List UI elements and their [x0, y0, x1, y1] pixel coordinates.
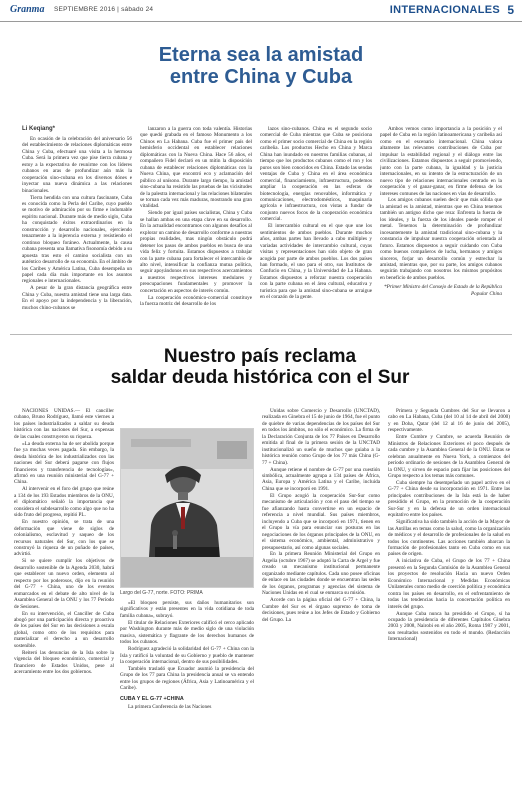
news-photo	[120, 428, 254, 588]
article2-headline-line2: saldar deuda histórica con el Sur	[110, 367, 410, 388]
article1-headline-line1: Eterna sea la amistad	[158, 44, 364, 66]
paragraph: La primera Conferencia de las Naciones	[128, 704, 212, 711]
paragraph: En ocasión de la celebración del aniversario 56 del establecimiento de relaciones diplomáticas entre China y Cuba, efectuaré una visita a la hermosa Cuba. Será la primera vez que pise tierra cubana y estoy a la expectativa de reunirme con los líderes cubanos en aras de profundizar aún más la cooperación sino-cubana en los diversos dónes e inyectar una nueva dinámica a las relaciones binacionales.	[22, 136, 132, 194]
author-signature: *Primer Ministro del Consejo de Estado de la República Popular China	[384, 284, 502, 297]
paragraph: Entre Cumbre y Cumbre, se acuerda Reunión de Ministros de Relaciones Exteriores el poco después de cada cumbre y la Asamblea General de la ONU. Estas se celebran anualmente en Nueva York, a comienzos del período ordinario de sesiones de la Asamblea General de la ONU, y sirven de espacio para fijar las posiciones del Grupo respecto a los temas más comunes.	[388, 434, 510, 480]
paragraph: Tierra hendida con una cultura fascinante, Cuba es conocida como la Perla del Caribe, cuyo pueblo se motivo de admiración por su firme e indomable espíritu nacional. Durante más de medio siglo, Cuba ha conquistado éxitos extraordinarios en la construcción y desarrollo nacionales, ejerciendo tenazmente a la injerencia externa y resistiendo el continuo bloqueo foráneo. Actualmente, la causa cubana presenta una llamativa fisonomía debido a su apuesta tras esto el camino socialista con un auténtico desarrollo de su economía. En el ámbito de los Caribes y América Latina, Cuba desempeña un papel cada día más importante en los asuntos regionales e internacionales.	[22, 194, 132, 285]
paragraph: El Grupo acogió la cooperación Sur-Sur como mecanismo de articulación y con el paso del tiempo se fue afianzando hasta convertirse en un espacio de referencia a nivel mundial. Sus países miembros, incluyendo a Cuba que se incorporó en 1971, tienen en el Grupo la vía para enunciar sus posturas en las negociaciones de los órganos principales de la ONU, en el sistema económico, ambiental, administrativo y presupuestario, así como algunas sociales.	[262, 492, 380, 551]
article1-headline	[0, 44, 522, 88]
page-number: 5	[507, 3, 514, 17]
paragraph: Unidas sobre Comercio y Desarrollo (UNCTAD), realizada en Ginebra el 15 de junio de 1964, fue el punto de quiebre de varias dependencias de los países del Sur en todos los ámbitos, no sólo el económico. La firma de la Declaración Conjunta de los 77 Países en Desarrollo emitida al final de la primera sesión de la UNCTAD institucionalizó un sueño de muchos que guiaba a la histórica reunión como Grupo de los 77 más China (G-77 + China).	[262, 408, 380, 466]
article2-headline-line1: Nuestro país reclama	[163, 346, 357, 367]
article1-column-4	[380, 126, 502, 326]
article2-column-1	[14, 408, 114, 792]
section-label: INTERNACIONALES	[389, 4, 500, 16]
paragraph: Significativa ha sido también la acción de la Mayor de las Antillas en temas como la salud, como la organización de médicos y el desarrollo de profesionales de la salud en todos los continentes. Las acciones también abarcan la formación de profesionales tanto en Cuba como en sus países de origen.	[388, 519, 510, 558]
paragraph: A iniciativa de Cuba, el Grupo de los 77 + China presentó en la Segunda Comisión de la Asamblea General los proyectos de resolución Hacia un nuevo Orden Económico Internacional y Medidas Económicas Unilaterales como medio de coerción política y económica contra los países en desarrollo, en el enfrentamiento de todas las tendencias hacia la concertación política en interés del grupo.	[388, 558, 510, 610]
paragraph: Cuba siempre ha desempeñado un papel activo en el G-77 + China desde su incorporación en 1971. Entre las principales contribuciones de la Isla está la de haber presidido el Grupo, en la promoción de la cooperación Sur-Sur y en la defensa de un orden internacional equitativo entre los países.	[388, 479, 510, 519]
paragraph: En su intervención, el Canciller de Cuba abogó por una participación directa y proactiva de los países del Sur en las decisiones a escala global, como otro de los requisitos para materializar el derecho a un desarrollo sostenible.	[14, 610, 114, 649]
paragraph: El titular de Relaciones Exteriores calificó el cerco aplicado por Washington durante más de medio siglo de una violación masiva, sistemática y flagrante de los derechos humanos de todos los cubanos.	[120, 619, 254, 646]
paragraph: Los amigos cubanos suelen decir que más sólida que la amistad es la amistad, mientras que en China tenemos también un antiguo dicho que reza: Enfrenta la fuerza de los ideales, y la fuerza de los ideales puede romper el metal. Tenemos la determinación de profundizar incesantemente la amistad tradicional sino-cubana y la constancia de impulsar nuestra cooperación orientada al futuro. Estamos dispuestos a seguir cuidando con Cuba como buenos compañeros de lucha, hermanos y amigos sinceros, forjar un desarrollo común y estrechar la amistad, mientras que, por su parte, los amigos cubanos seguirán trabajando con nosotros los mismos propósitos en beneficio de ambos pueblos.	[380, 197, 502, 281]
article1-column-3	[260, 126, 372, 326]
article2-column-4	[388, 408, 510, 792]
paragraph: Rodríguez agradeció la solidaridad del G-77 + China con la Isla y ratificó la voluntad de su Gobierno y pueblo de mantener la cooperación internacional, dentro de sus posibilidades.	[120, 646, 254, 666]
article1-column-1	[22, 136, 132, 326]
newspaper-logo: Granma	[10, 4, 45, 15]
photo-caption: Largo del G-77, norte. FOTO: PRIMA	[120, 590, 203, 596]
paragraph: NACIONES UNIDAS.— El canciller cubano, Bruno Rodríguez, llamó este viernes a los países industrializados a saldar su deuda histórica con las naciones del Sur, a expensas de las cuales construyeron su riqueza.	[14, 408, 114, 440]
article2-column-2	[120, 600, 254, 792]
article2-column-3	[262, 408, 380, 792]
paragraph: Al intervenir en el foro del grupo que reúne a 134 de los 193 Estados miembros de la ONU, el diplomático señaló la importancia que considera el subdesarrollo como algo que no ha sido fruto del progreso, repitió PL.	[14, 486, 114, 519]
paragraph: En nuestro opinión, se trata de una deformación que viene de siglos de colonialismo, esclavitud y saqueo de los recursos naturales del Sur, con los que se construyó la riqueza de un puñado de países, advirtió.	[14, 519, 114, 558]
article1-column-2	[140, 126, 252, 326]
paragraph: lazos sino-cubanos. China es el segundo socio comercial de Cuba mientras que Cuba se posiciona como el primer socio comercial de China en la región caribeña. Los productos Hecho en China y Marca China han inundado en nuestros familias cubanas, al tiempo que los productos cubanos como el ron y los puros son bien conocidos en China. Estado las sendas ventajas de Cuba y China en el área económica comercial, financiamiento, infraestructura, podemos ampliar la cooperación en las esferas de biotecnología, energías renovables, informática y comunicaciones, electrodomésticos, maquinaria agrícola e infraestructura, con vistas a fundar de conjunto nuevos focos de la cooperación económica comercial.	[260, 126, 372, 223]
paragraph: Reiteró las denuncias de la Isla sobre la vigencia del bloqueo económico, comercial y financiero de Estados Unidos, pese al acercamiento entre los dos gobiernos.	[14, 649, 114, 676]
paragraph: «El bloqueo persiste, sus daños humanitarios son significativos y están presentes en la vida cotidiana de toda familia cubana», subrayó.	[120, 600, 254, 619]
page-header	[0, 0, 522, 22]
paragraph: lanzaron a la guerra con toda valentía. Historias que quedó grabada en el famoso Monumento a los Chinos en La Habana. Cuba fue el primer país del hemisferio occidental en establecer relaciones diplomáticas con la Nueva China. Hace 56 años, el compañero Fidel declaró en un mitin la disposición cubana de establecer relaciones diplomáticas con la Nueva China, que encontró eco y aclamación del público al unísono. Durante largo tiempo, la amistad sino-cubana ha resistido las pruebas de las vicisitudes de la palestra internacional y las relaciones bilaterales se tornan cada vez más maduras, mostrando una gran vitalidad.	[140, 126, 252, 210]
paragraph: «La deuda externa ha de ser abolida porque fue ya muchas veces pagada. Sin embargo, la deuda histórica de los industrializados con las naciones del Sur deberá pagarse con flujos financieros y transferencia de tecnologías», afirmó en una reunión ministerial del G-77 + China.	[14, 440, 114, 486]
article2-headline	[60, 346, 460, 388]
paragraph: También trasladó que Ecuador asumió la presidencia del Grupo de los 77 para China la presidencia anual se va entendo entre los grupos de regiones (África, Asia y Latinoamérica y el Caribe).	[120, 666, 254, 692]
article1-byline: Li Keqiang*	[22, 126, 56, 132]
paragraph: Si se quiere cumplir los objetivos de desarrollo sostenible de la Agenda 2030, habrá que establecer un nuevo orden, elemento al respecto por los poderosos, dijo en la reunión del G-77 + China, uno de los eventos enmarcados en el debate de alto nivel de la Asamblea General de la ONU y los 77 Período de Sesiones.	[14, 558, 114, 610]
article2-subheading: CUBA Y EL G-77 +CHINA	[120, 695, 184, 702]
article-divider	[10, 334, 512, 335]
paragraph: Siendo por igual países socialistas, China y Cuba se hallan ambas en una etapa clave en su desarrollo. En la actualidad encontramos con algunos desafíos al explorar un camino de desarrollo conforme a nuestras propias realidades, mas ningún obstáculo podrá detener los pasos de ambos pueblos en busca de una vida feliz y fortuita. Estamos dispuestos a trabajar con la parte cubana para fortalecer el intercambio de alto nivel, intensificar la confianza mutua política, seguir apoyándonos en sus respectivos acercamientos a nuestros respectivos intereses medulares y preocupaciones fundamentales y promover la concertación en aspectos de interés común.	[140, 210, 252, 294]
paragraph: Aunque retiene el nombre de G-77 por una cuestión simbólica, actualmente agrupa a 134 países de África, Asia, Europa y América Latina y el Caribe, incluida China que se incorporó en 1991.	[262, 466, 380, 492]
paragraph: Acorde con la página oficial del G-77 + China, la Cumbre del Sur es el órgano supremo de toma de decisiones, pues reúne a los Jefes de Estado y Gobierno del Grupo. La	[262, 597, 380, 623]
photo-illustration	[121, 429, 254, 588]
paragraph: En la primera Reunión Ministerial del Grupo en Argelia (octubre 1967) se adoptó la Carta de Argel y fue creado un mecanismo institucional permanente organizado mediante capítulos. Cada uno posee oficinas de enlace en las ciudades donde se encuentran las sedes de los órganos, programas y agencias del sistema de Naciones Unidas en el cual se enmarca su misión.	[262, 551, 380, 597]
paragraph: Ambos vemos como importancia a la posición y el papel de Cuba en la región latinoamericana y caribeña así como en el escenario internacional. China valora altamente las relevantes contribuciones de Cuba por impulsar la estabilidad regional y el diálogo entre las civilizaciones. Estamos dispuestos a seguir promoviendo, junto con la parte cubana, la igualdad y la justicia internacionales, en su intento de la estructuración de un nuevo tipo de relaciones internacionales centrado en la cooperación y el ganar-ganar, en firme defensa de los intereses comunes de las naciones en vías de desarrollo.	[380, 126, 502, 197]
paragraph: El intercambio cultural en el que que une los sentimientos de ambos pueblos. Durante muchos años, ambas partes han llevado a cabo múltiples y variadas actividades de intercambio cultural, cuyas visitas y representaciones han sido objeto de gran acogida por parte de ambos pueblos. Los dos países han formado, el uno para el otro, sus Institutos de Confucio en China, y la Universidad de La Habana. Estamos dispuestos a reforzar nuestra cooperación con la parte cubana en el área cultural, educativa y turística para que la amistad sino-cubana se arraigue en el corazón de la gente.	[260, 223, 372, 301]
article1-headline-line2: entre China y Cuba	[169, 66, 353, 88]
paragraph: La cooperación económico-comercial constituye la fuerza motriz del desarrollo de los	[140, 294, 252, 308]
issue-date: SEPTIEMBRE 2016 | sábado 24	[54, 6, 154, 13]
paragraph: A pesar de la gran distancia geográfica entre China y Cuba, nuestra amistad tiene una larga data. En el apoyo por la independencia y la liberación, muchos chino-cubanos se	[22, 285, 132, 311]
paragraph: Primera y Segunda Cumbres del Sur se llevaron a cabo en La Habana, Cuba (del 10 al 14 de abril del 2000) y en Doha, Qatar (del 12 al 16 de junio del 2005), respectivamente.	[388, 408, 510, 434]
paragraph: Aunque Cuba nunca ha presidido el Grupo, sí ha ocupado la presidencia de diferentes Capítulos Ginebra 2003 y 2008, Nairobi en el año 2005, Roma 1987 y 2001, son resultados sostenidos en todo el mundo. (Redacción Internacional)	[388, 610, 510, 643]
